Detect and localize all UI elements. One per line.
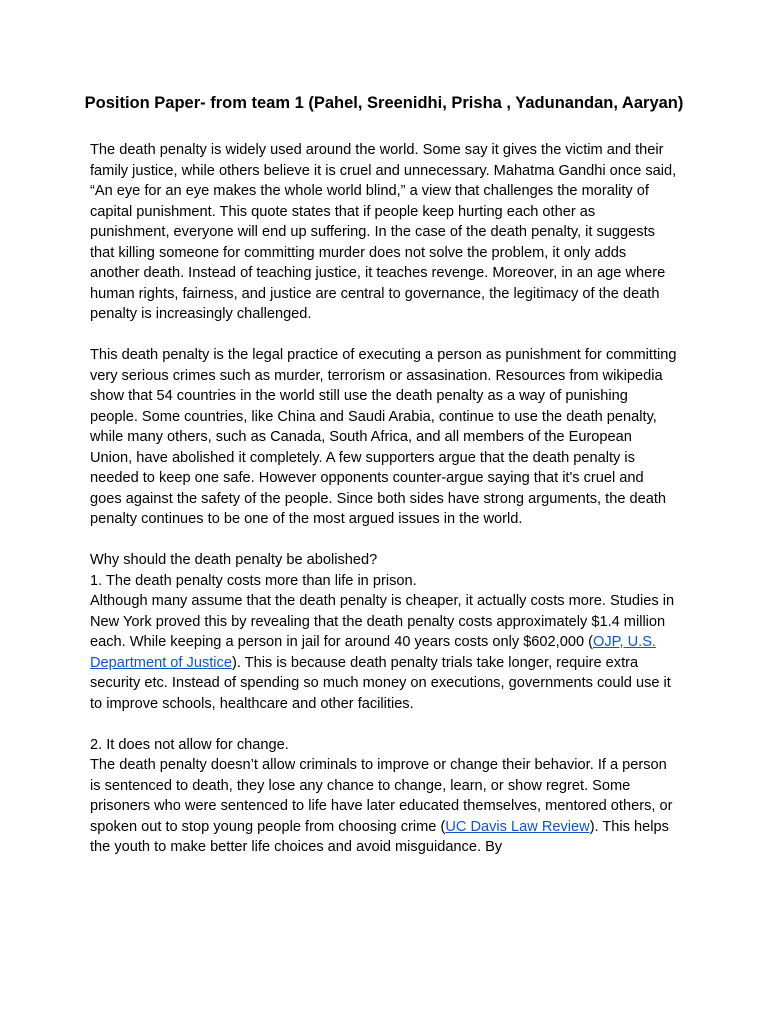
- point1-heading: 1. The death penalty costs more than life in prison.: [90, 572, 417, 589]
- point1-text-after: ). This is because death penalty trials take longer, require extra security etc. Instead of spending so much money on executions, governments could use it to improve schools, healthcare and other facilities.: [90, 654, 671, 712]
- ojp-citation-link[interactable]: OJP, U.S. Department of Justice: [90, 634, 656, 671]
- point2-text-after: ). This helps the youth to make better life choices and avoid misguidance. By: [90, 818, 669, 855]
- background-paragraph: This death penalty is the legal practice of executing a person as punishment for committing very serious crimes such as murder, terrorism or assasination. Resources from wikipedia show that 54 countries in the world still use the death penalty as a way of punishing people. Some countries, like China and Saudi Arabia, continue to use the death penalty, while many others, such as Canada, South Africa, and all members of the European Union, have abolished it completely. A few supporters argue that the death penalty is needed to keep one safe. However opponents counter-argue saying that it's cruel and goes against the safety of the people. Since both sides have strong arguments, the death penalty continues to be one of the most argued issues in the world.: [90, 347, 677, 527]
- uc-davis-citation-link[interactable]: UC Davis Law Review: [445, 818, 590, 835]
- question-line: Why should the death penalty be abolished?: [90, 552, 378, 568]
- point2-text-before: The death penalty doesn’t allow criminals to improve or change their behavior. If a person is sentenced to death, they lose any chance to change, learn, or show regret. Some prisoners who were sentenced to life have later educated themselves, mentored others, or spoken out to stop young people from choosing crime (: [90, 757, 673, 835]
- point2-heading: 2. It does not allow for change.: [90, 736, 289, 753]
- point1-text-before: Although many assume that the death penalty is cheaper, it actually costs more. Studies in New York proved this by revealing that the death penalty costs approximately $1.4 million each. While keeping a person in jail for around 40 years costs only $602,000 (: [90, 593, 675, 650]
- point1-body: [90, 591, 678, 714]
- document-title: Position Paper- from team 1 (Pahel, Sreenidhi, Prisha , Yadunandan, Aaryan): [84, 94, 684, 112]
- point2-body: [90, 755, 678, 858]
- intro-paragraph: The death penalty is widely used around the world. Some say it gives the victim and their family justice, while others believe it is cruel and unnecessary. Mahatma Gandhi once said, “An eye for an eye makes the whole world blind,” a view that challenges the morality of capital punishment. This quote states that if people keep hurting each other as punishment, everyone will end up suffering. In the case of the death penalty, it suggests that killing someone for committing murder does not solve the problem, it only adds another death. Instead of teaching justice, it teaches revenge. Moreover, in an age where human rights, fairness, and justice are central to governance, the legitimacy of the death penalty is increasingly challenged.: [90, 142, 677, 322]
